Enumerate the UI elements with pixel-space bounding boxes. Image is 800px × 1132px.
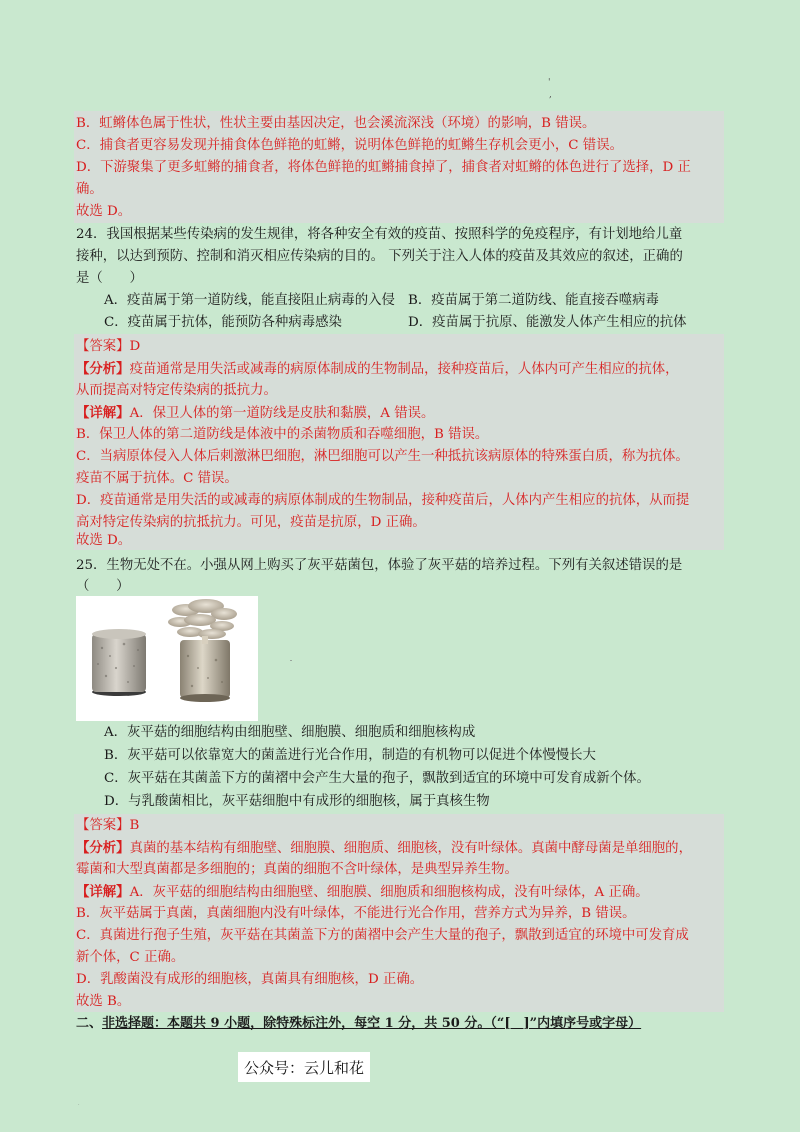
q24-option-a: A．疫苗属于第一道防线，能直接阻止病毒的入侵 [104,293,395,308]
q25-detail-d: D．乳酸菌没有成形的细胞核，真菌具有细胞核，D 正确。 [76,972,424,987]
footer-watermark-text: 公众号：云儿和花 [244,1059,365,1077]
q24-detail-c: C．当病原体侵入人体后刺激淋巴细胞，淋巴细胞可以产生一种抵抗该病原体的特殊蛋白质，称为抗体。 [76,449,689,464]
q25-detail-label: 【详解】 [76,884,130,900]
prev-detail-d: D．下游聚集了更多虹鳉的捕食者，将体色鲜艳的虹鳉捕食掉了，捕食者对虹鳉的体色进行了选择，D 正 [76,160,691,175]
q24-option-c: C．疫苗属于抗体，能预防各种病毒感染 [104,315,342,330]
q24-analysis-label: 【分析】 [76,361,130,377]
q25-analysis-line-2: 霉菌和大型真菌都是多细胞的；真菌的细胞不含叶绿体，是典型异养生物。 [76,862,518,877]
prev-detail-b: B．虹鳉体色属于性状，性状主要由基因决定，也会溪流深浅（环境）的影响，B 错误。 [76,116,596,131]
q25-detail-c: C．真菌进行孢子生殖，灰平菇在其菌盖下方的菌褶中会产生大量的孢子，飘散到适宜的环境中可发育成 [76,928,689,943]
q24-option-b: B．疫苗属于第二道防线、能直接吞噬病毒 [408,293,659,308]
prev-detail-d-cont: 确。 [76,182,103,197]
q25-conclusion: 故选 B。 [76,994,131,1009]
q25-detail-a: A．灰平菇的细胞结构由细胞壁、细胞膜、细胞质和细胞核构成，没有叶绿体，A 正确。 [129,885,649,900]
q25-stem-line-2: （ ） [76,579,130,594]
mushroom-bag-illustration [76,596,258,721]
section-2-heading [76,1013,736,1035]
q24-detail-d-cont: 高对特定传染病的抗抵抗力。可见，疫苗是抗原，D 正确。 [76,515,426,530]
q24-detail-a: A．保卫人体的第一道防线是皮肤和黏膜，A 错误。 [129,406,435,421]
q24-detail-c-cont: 疫苗不属于抗体。C 错误。 [76,471,238,486]
q25-option-d: D．与乳酸菌相比，灰平菇细胞中有成形的细胞核，属于真核生物 [104,794,490,809]
corner-mark: · [78,1102,80,1108]
q24-analysis-line-2: 从而提高对特定传染病的抵抗力。 [76,383,277,398]
q25-stem-line-1: 25．生物无处不在。小强从网上购买了灰平菇菌包，体验了灰平菇的培养过程。下列有关叙述错误的是 [76,558,683,573]
q24-stem-line-2: 接种，以达到预防、控制和消灭相应传染病的目的。 下列关于注入人体的疫苗及其效应的叙述，正确的 [76,249,683,264]
q25-option-a: A．灰平菇的细胞结构由细胞壁、细胞膜、细胞质和细胞核构成 [104,725,476,740]
q25-option-b: B．灰平菇可以依靠宽大的菌盖进行光合作用，制造的有机物可以促进个体慢慢长大 [104,748,596,763]
q25-detail-c-cont: 新个体，C 正确。 [76,950,185,965]
prev-detail-c: C．捕食者更容易发现并捕食体色鲜艳的虹鳉，说明体色鲜艳的虹鳉生存机会更小，C 错误。 [76,138,623,153]
mushroom-photo [76,596,258,721]
q24-conclusion: 故选 D。 [76,533,132,548]
q24-analysis-text: 疫苗通常是用失活或减毒的病原体制成的生物制品，接种疫苗后，人体内可产生相应的抗体， [129,362,679,377]
margin-mark: ' [548,78,551,88]
q24-answer: 【答案】D [76,339,141,354]
q25-analysis-label: 【分析】 [76,840,130,856]
q25-analysis-line-1 [76,837,736,860]
q24-detail-b: B．保卫人体的第二道防线是体液中的杀菌物质和吞噬细胞，B 错误。 [76,427,489,442]
section-2-label: 二、 [76,1016,103,1031]
q24-stem-line-1: 24．我国根据某些传染病的发生规律，将各种安全有效的疫苗、按照科学的免疫程序，有计划地给儿童 [76,227,683,242]
prev-conclusion: 故选 D。 [76,204,132,219]
section-2-title: 非选择题：本题共 9 小题，除特殊标注外，每空 1 分，共 50 分。（“[ ]”内填序号或字母） [102,1016,642,1031]
q25-detail-b: B．灰平菇属于真菌，真菌细胞内没有叶绿体，不能进行光合作用，营养方式为异养，B 错误。 [76,906,636,921]
q24-detail-label: 【详解】 [76,405,130,421]
q24-stem-line-3: 是（ ） [76,271,143,286]
stray-mark [290,660,292,661]
q24-option-d: D．疫苗属于抗原、能激发人体产生相应的抗体 [408,315,687,330]
q25-detail-line-1 [76,881,736,904]
q25-analysis-text: 真菌的基本结构有细胞壁、细胞膜、细胞质、细胞核，没有叶绿体。真菌中酵母菌是单细胞的， [129,841,692,856]
q25-option-c: C．灰平菇在其菌盖下方的菌褶中会产生大量的孢子，飘散到适宜的环境中可发育成新个体。 [104,771,650,786]
q25-answer: 【答案】B [76,818,140,833]
q24-detail-line-1 [76,402,736,425]
q24-analysis-line-1 [76,358,736,381]
margin-mark: , [549,90,552,100]
q24-detail-d: D．疫苗通常是用失活的或减毒的病原体制成的生物制品，接种疫苗后，人体内产生相应的抗体，从而提 [76,493,690,508]
